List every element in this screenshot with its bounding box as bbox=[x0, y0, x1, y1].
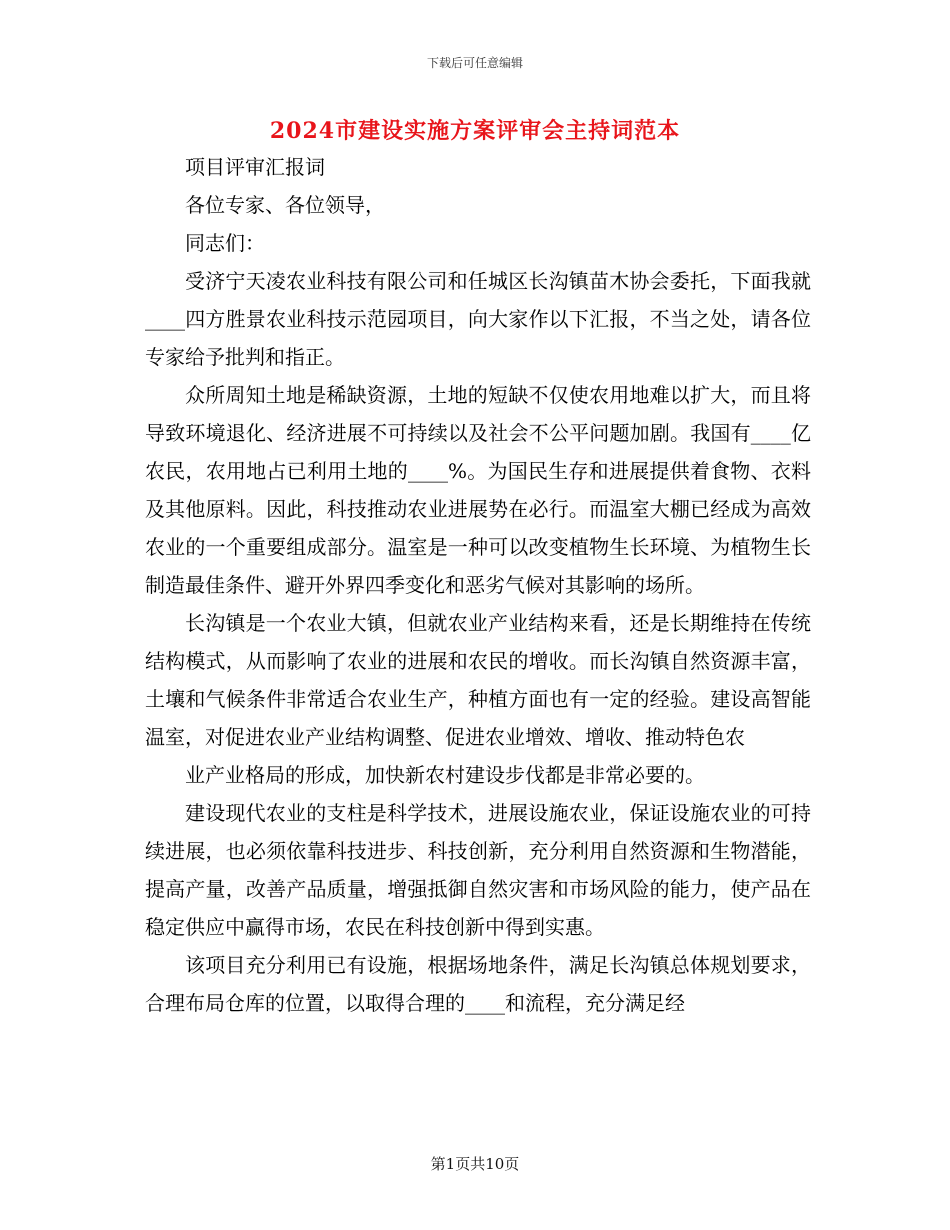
paragraph-industry-pattern: 业产业格局的形成，加快新农村建设步伐都是非常必要的。 bbox=[185, 763, 705, 787]
paragraph-salutation-comrades: 同志们： bbox=[185, 231, 265, 255]
paragraph-salutation-experts: 各位专家、各位领导， bbox=[185, 193, 385, 217]
page-header-note: 下载后可任意编辑 bbox=[426, 56, 523, 70]
paragraph-commission: 受济宁天凌农业科技有限公司和任城区长沟镇苗木协会委托，下面我就____四方胜景农业科技示范园项目，向大家作以下汇报，不当之处，请各位专家给予批判和指正。 bbox=[145, 269, 811, 369]
paragraph-report-heading: 项目评审汇报词 bbox=[185, 155, 325, 179]
page-number: 第1页共10页 bbox=[430, 1155, 520, 1173]
document-title: 2024市建设实施方案评审会主持词范本 bbox=[269, 118, 681, 144]
paragraph-land-resources: 众所周知土地是稀缺资源，土地的短缺不仅使农用地难以扩大，而且将导致环境退化、经济进展不可持续以及社会不公平问题加剧。我国有____亿农民，农用地占已利用土地的____%。为国民生存和进展提供着食物、衣料及其他原料。因此，科技推动农业进展势在必行。而温室大棚已经成为高效农业的一个重要组成部分。温室是一种可以改变植物生长环境、为植物生长制造最佳条件、避开外界四季变化和恶劣气候对其影响的场所。 bbox=[145, 383, 811, 597]
paragraph-changgou-town: 长沟镇是一个农业大镇，但就农业产业结构来看，还是长期维持在传统结构模式，从而影响了农业的进展和农民的增收。而长沟镇自然资源丰富，土壤和气候条件非常适合农业生产，种植方面也有一定的经验。建设高智能温室，对促进农业产业结构调整、促进农业增效、增收、推动特色农 bbox=[145, 611, 811, 749]
paragraph-modern-agriculture: 建设现代农业的支柱是科学技术，进展设施农业，保证设施农业的可持续进展，也必须依靠科技进步、科技创新，充分利用自然资源和生物潜能，提高产量，改善产品质量，增强抵御自然灾害和市场风险的能力，使产品在稳定供应中赢得市场，农民在科技创新中得到实惠。 bbox=[145, 801, 811, 939]
document-body bbox=[145, 148, 811, 1022]
paragraph-project-layout: 该项目充分利用已有设施，根据场地条件，满足长沟镇总体规划要求，合理布局仓库的位置，以取得合理的____和流程，充分满足经 bbox=[145, 953, 811, 1015]
